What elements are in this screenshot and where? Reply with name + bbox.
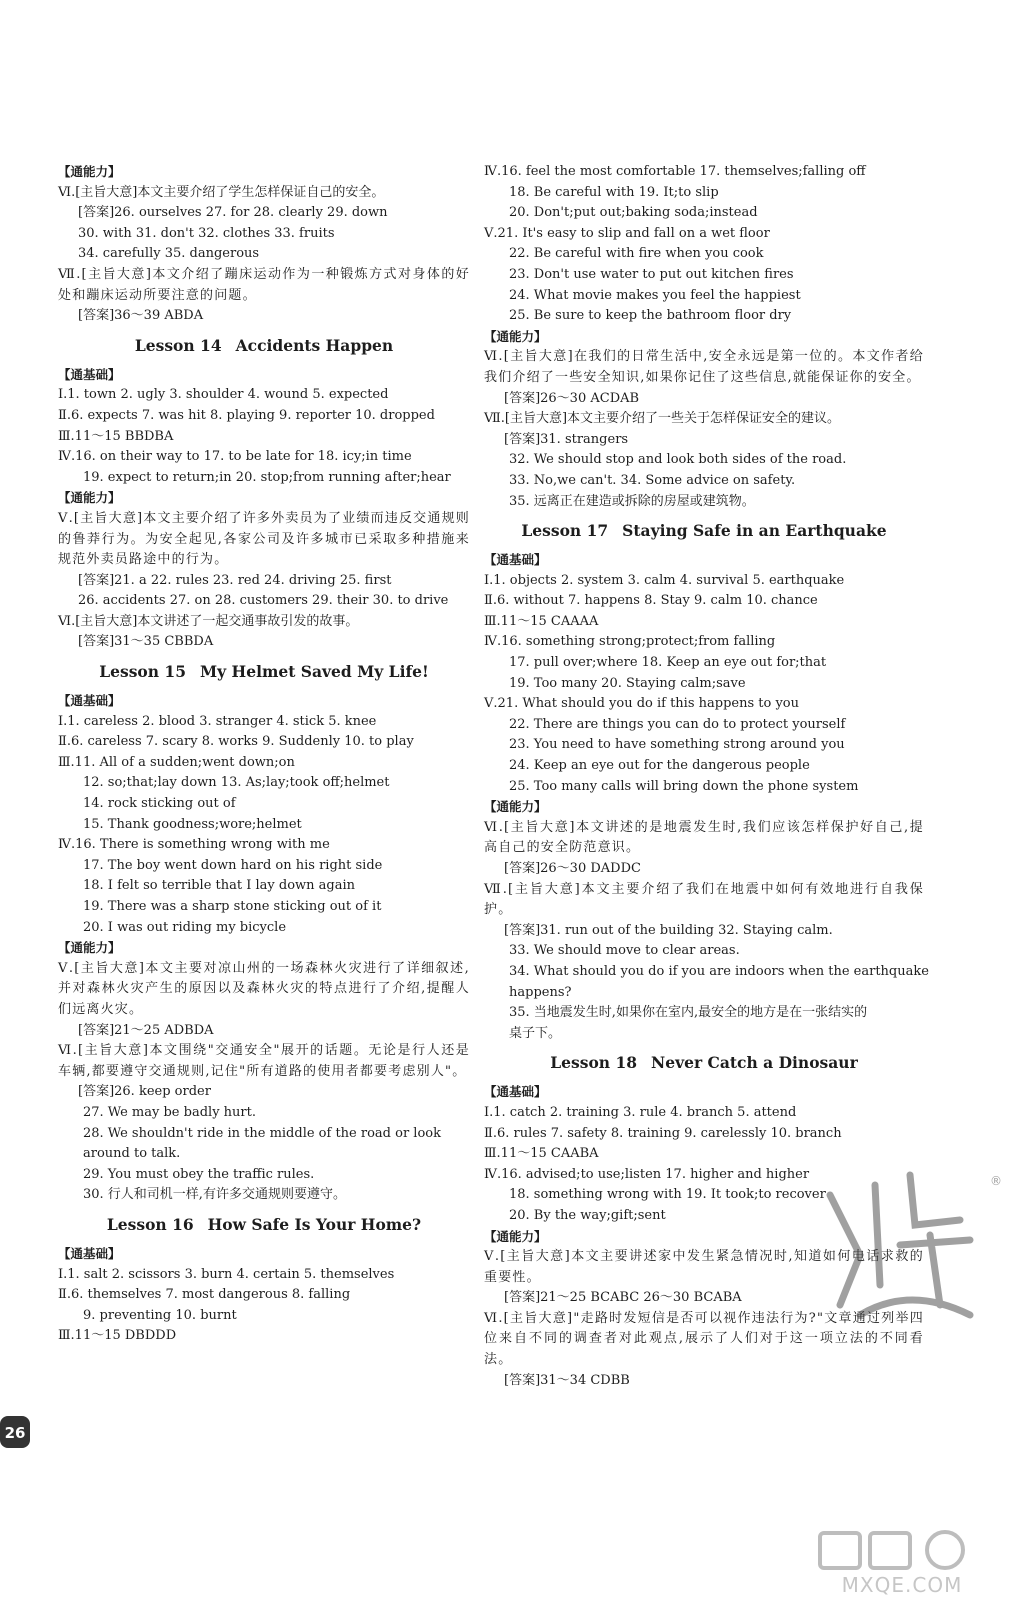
answer-line: [答案]26. keep order xyxy=(78,1084,211,1100)
answer-line: Ⅱ.6. without 7. happens 8. Stay 9. calm 10. chance xyxy=(484,593,818,609)
answer-line: Ⅲ.11. All of a sudden;went down;on xyxy=(58,754,295,770)
summary-paragraph: Ⅴ.[主旨大意]本文主要讲述家中发生紧急情况时,知道如何电话求救的重要性。 xyxy=(484,1249,924,1285)
left-column xyxy=(58,162,470,1347)
answer-line: 19. There was a sharp stone sticking out of it xyxy=(83,899,382,914)
answer-line: [答案]26～30 ACDAB xyxy=(504,390,640,406)
summary-paragraph: Ⅵ.[主旨大意]"走路时发短信是否可以视作违法行为?"文章通过列举四位来自不同的调查者对此观点,展示了人们对于这一项立法的不同看法。 xyxy=(484,1310,924,1368)
answer-line: 9. preventing 10. burnt xyxy=(83,1307,237,1323)
lesson-title: Accidents Happen xyxy=(235,335,394,355)
summary-paragraph: Ⅵ.[主旨大意]在我们的日常生活中,安全永远是第一位的。本文作者给我们介绍了一些安全知识,如果你记住了这些信息,就能保证你的安全。 xyxy=(484,349,924,385)
answer-line: 33. No,we can't. 34. Some advice on safety. xyxy=(509,472,796,488)
answer-line: 15. Thank goodness;wore;helmet xyxy=(83,816,302,832)
section-label: 【通基础】 xyxy=(58,693,121,709)
answer-line: Ⅰ.1. catch 2. training 3. rule 4. branch 5. attend xyxy=(484,1104,797,1120)
answer-line: 20. Don't;put out;baking soda;instead xyxy=(509,205,758,221)
answer-line: 17. The boy went down hard on his right side xyxy=(83,857,383,873)
answer-line: Ⅱ.6. rules 7. safety 8. training 9. carelessly 10. branch xyxy=(484,1125,842,1141)
answer-line: [答案]31～35 CBBDA xyxy=(78,634,214,650)
watermark-logo xyxy=(820,1165,1010,1335)
answer-line: [答案]31. strangers xyxy=(504,431,629,447)
section-label: 【通基础】 xyxy=(58,366,121,382)
page-number: 26 xyxy=(4,1424,26,1442)
lesson-heading xyxy=(484,519,924,543)
section-label: 【通基础】 xyxy=(58,1245,121,1261)
section-label: 【通基础】 xyxy=(484,1084,547,1100)
answer-line: 30. with 31. don't 32. clothes 33. fruits xyxy=(78,225,335,241)
answer-line: Ⅲ.11～15 BBDBA xyxy=(58,428,174,444)
answer-line: 桌子下。 xyxy=(509,1025,562,1041)
answer-line: 34. What should you do if you are indoors when the earthquake xyxy=(509,963,929,979)
answer-line: [答案]21～25 ADBDA xyxy=(78,1022,214,1038)
answer-line: 30. 行人和司机一样,有许多交通规则要遵守。 xyxy=(83,1187,346,1203)
answer-line: 22. Be careful with fire when you cook xyxy=(509,246,764,262)
section-label: 【通基础】 xyxy=(484,552,547,568)
svg-text:MXQE.COM: MXQE.COM xyxy=(841,1573,963,1597)
answer-line: [答案]31. run out of the building 32. Staying calm. xyxy=(504,922,833,938)
summary-paragraph: Ⅴ.[主旨大意]本文主要对凉山州的一场森林火灾进行了详细叙述,并对森林火灾产生的原因以及森林火灾的特点进行了介绍,提醒人们远离火灾。 xyxy=(58,960,470,1017)
answer-line: 22. There are things you can do to protect yourself xyxy=(509,716,846,732)
answer-line: 35. 当地震发生时,如果你在室内,最安全的地方是在一张结实的 xyxy=(509,1005,868,1021)
answer-line: 17. pull over;where 18. Keep an eye out for;that xyxy=(509,655,827,671)
section-label: 【通能力】 xyxy=(484,799,547,815)
summary-paragraph: Ⅴ.[主旨大意]本文主要介绍了许多外卖员为了业绩而违反交通规则的鲁莽行为。为安全起见,各家公司及许多城市已采取多种措施来规范外卖员路途中的行为。 xyxy=(58,510,470,568)
answer-line: Ⅴ.21. It's easy to slip and fall on a wet floor xyxy=(484,225,770,241)
answer-line: Ⅳ.16. something strong;protect;from falling xyxy=(484,634,776,650)
answer-line: Ⅱ.6. expects 7. was hit 8. playing 9. reporter 10. dropped xyxy=(58,407,435,423)
answer-line: 18. Be careful with 19. It;to slip xyxy=(509,184,719,200)
answer-line: Ⅳ.16. There is something wrong with me xyxy=(58,837,330,853)
lesson-heading xyxy=(58,1213,470,1237)
answer-line: Ⅵ.[主旨大意]本文讲述了一起交通事故引发的故事。 xyxy=(58,613,359,629)
answer-line: 35. 远离正在建造或拆除的房屋或建筑物。 xyxy=(509,493,755,509)
answer-line: happens? xyxy=(509,984,572,1000)
answer-line: Ⅱ.6. themselves 7. most dangerous 8. falling xyxy=(58,1287,351,1303)
lesson-title: How Safe Is Your Home? xyxy=(207,1214,422,1234)
answer-line: 14. rock sticking out of xyxy=(83,796,236,812)
answer-line: 12. so;that;lay down 13. As;lay;took off;helmet xyxy=(83,775,390,791)
section-label: 【通能力】 xyxy=(58,940,121,956)
answer-line: 23. You need to have something strong around you xyxy=(509,737,845,753)
section-label: 【通能力】 xyxy=(484,1228,547,1244)
answer-line: Ⅶ.[主旨大意]本文主要介绍了一些关于怎样保证安全的建议。 xyxy=(484,411,841,427)
answer-line: 20. By the way;gift;sent xyxy=(509,1207,666,1223)
answer-line: Ⅰ.1. objects 2. system 3. calm 4. survival 5. earthquake xyxy=(484,572,845,588)
answer-line: [答案]31～34 CDBB xyxy=(504,1372,630,1388)
answer-line: 25. Too many calls will bring down the phone system xyxy=(509,778,859,794)
answer-line: Ⅰ.1. careless 2. blood 3. stranger 4. stick 5. knee xyxy=(58,713,377,729)
answer-line: Ⅰ.1. salt 2. scissors 3. burn 4. certain 5. themselves xyxy=(58,1266,395,1282)
answer-line: 19. expect to return;in 20. stop;from running after;hear xyxy=(83,469,451,485)
answer-line: Ⅵ.[主旨大意]本文主要介绍了学生怎样保证自己的安全。 xyxy=(58,184,385,200)
answer-line: Ⅳ.16. advised;to use;listen 17. higher and higher xyxy=(484,1166,810,1182)
answer-line: 26. accidents 27. on 28. customers 29. their 30. to drive xyxy=(78,593,449,609)
answer-line: 27. We may be badly hurt. xyxy=(83,1104,256,1120)
answer-line: Ⅳ.16. feel the most comfortable 17. themselves;falling off xyxy=(484,164,866,179)
lesson-number: Lesson 14 xyxy=(134,335,222,355)
answer-line: 24. What movie makes you feel the happiest xyxy=(509,287,801,303)
lesson-number: Lesson 18 xyxy=(550,1053,638,1073)
section-label: 【通能力】 xyxy=(58,490,121,506)
answer-line: [答案]26～30 DADDC xyxy=(504,861,641,876)
corner-logo xyxy=(810,1528,995,1598)
answer-line: Ⅳ.16. on their way to 17. to be late for 18. icy;in time xyxy=(58,449,412,465)
summary-paragraph: Ⅵ.[主旨大意]本文围绕"交通安全"展开的话题。无论是行人还是车辆,都要遵守交通规则,记住"所有道路的使用者都要考虑别人"。 xyxy=(58,1043,470,1079)
answer-line: 25. Be sure to keep the bathroom floor dry xyxy=(509,308,792,324)
answer-line: Ⅲ.11～15 CAABA xyxy=(484,1146,599,1162)
answer-line: Ⅲ.11～15 CAAAA xyxy=(484,613,599,629)
answer-line: 19. Too many 20. Staying calm;save xyxy=(509,675,746,691)
lesson-heading xyxy=(58,660,470,684)
answer-line: [答案]21～25 BCABC 26～30 BCABA xyxy=(504,1290,742,1306)
lesson-title: Never Catch a Dinosaur xyxy=(651,1053,858,1073)
lesson-number: Lesson 17 xyxy=(521,521,609,541)
answer-line: [答案]26. ourselves 27. for 28. clearly 29. down xyxy=(78,205,388,221)
answer-line: 23. Don't use water to put out kitchen fires xyxy=(509,266,794,282)
lesson-heading xyxy=(58,334,470,358)
answer-line: 24. Keep an eye out for the dangerous people xyxy=(509,758,810,774)
lesson-title: My Helmet Saved My Life! xyxy=(200,662,429,682)
answer-line: 18. something wrong with 19. It took;to recover xyxy=(509,1187,826,1203)
section-label: 【通能力】 xyxy=(58,164,121,179)
summary-paragraph: Ⅶ.[主旨大意]本文主要介绍了我们在地震中如何有效地进行自我保护。 xyxy=(484,881,924,918)
lesson-number: Lesson 16 xyxy=(106,1214,194,1234)
answer-line: Ⅴ.21. What should you do if this happens to you xyxy=(484,696,800,712)
answer-line: around to talk. xyxy=(83,1146,181,1162)
lesson-title: Staying Safe in an Earthquake xyxy=(622,521,887,541)
answer-line: [答案]36～39 ABDA xyxy=(78,308,204,324)
answer-line: 18. I felt so terrible that I lay down again xyxy=(83,878,356,894)
lesson-number: Lesson 15 xyxy=(99,662,186,682)
answer-line: 33. We should move to clear areas. xyxy=(509,943,740,959)
svg-text:®: ® xyxy=(990,1174,1002,1188)
lesson-heading xyxy=(484,1051,924,1075)
answer-line: Ⅲ.11～15 DBDDD xyxy=(58,1328,177,1344)
page-number-badge xyxy=(0,1416,34,1450)
answer-line: Ⅰ.1. town 2. ugly 3. shoulder 4. wound 5. expected xyxy=(58,387,389,403)
answer-line: [答案]21. a 22. rules 23. red 24. driving 25. first xyxy=(78,572,392,588)
answer-line: 28. We shouldn't ride in the middle of the road or look xyxy=(83,1125,441,1141)
answer-line: 32. We should stop and look both sides of the road. xyxy=(509,452,847,468)
answer-line: 20. I was out riding my bicycle xyxy=(83,919,287,935)
section-label: 【通能力】 xyxy=(484,328,547,344)
summary-paragraph: Ⅶ.[主旨大意]本文介绍了蹦床运动作为一种锻炼方式对身体的好处和蹦床运动所要注意的问题。 xyxy=(58,266,470,303)
answer-line: 29. You must obey the traffic rules. xyxy=(83,1166,315,1182)
summary-paragraph: Ⅵ.[主旨大意]本文讲述的是地震发生时,我们应该怎样保护好自己,提高自己的安全防范意识。 xyxy=(484,819,924,856)
answer-line: Ⅱ.6. careless 7. scary 8. works 9. Suddenly 10. to play xyxy=(58,734,414,750)
answer-line: 34. carefully 35. dangerous xyxy=(78,246,260,262)
